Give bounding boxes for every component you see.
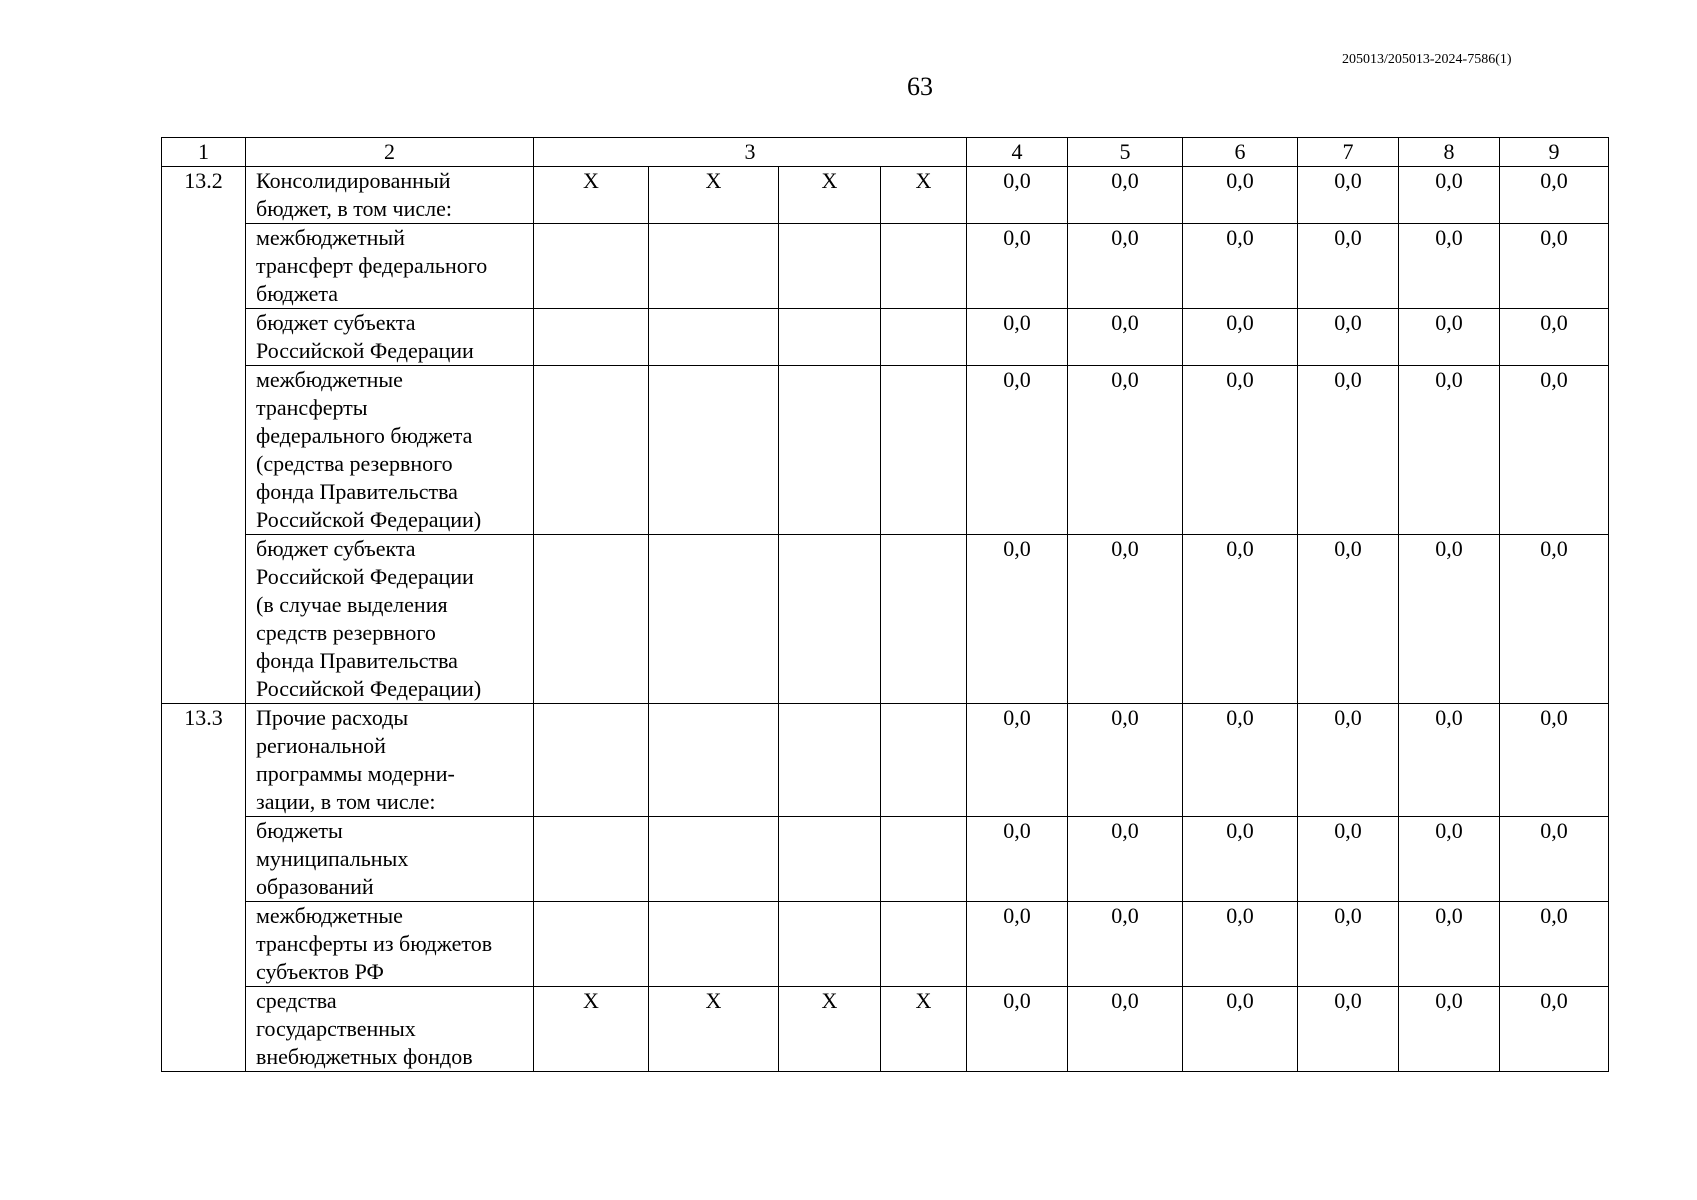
row-label-cell (246, 366, 534, 535)
row-label-line: (средства резервного (256, 451, 453, 476)
mark-cell (779, 902, 881, 987)
value-cell: 0,0 (1183, 224, 1298, 309)
value-cell: 0,0 (1399, 902, 1500, 987)
value-cell: 0,0 (1183, 817, 1298, 902)
value-cell: 0,0 (1298, 902, 1399, 987)
value-cell: 0,0 (1298, 704, 1399, 817)
value-cell: 0,0 (1068, 366, 1183, 535)
value-cell: 0,0 (1500, 167, 1609, 224)
mark-cell: Х (534, 987, 649, 1072)
row-label-line: средств резервного (256, 620, 436, 645)
header-cell: 1 (162, 138, 246, 167)
table-row (162, 366, 1609, 535)
table-row (162, 987, 1609, 1072)
value-cell: 0,0 (1399, 224, 1500, 309)
mark-cell (779, 309, 881, 366)
mark-cell (649, 366, 779, 535)
mark-cell (779, 817, 881, 902)
value-cell: 0,0 (1183, 167, 1298, 224)
value-cell: 0,0 (1183, 309, 1298, 366)
table-row (162, 309, 1609, 366)
row-label-line: фонда Правительства (256, 479, 458, 504)
row-label-line: бюджет субъекта (256, 536, 416, 561)
mark-cell (881, 817, 967, 902)
value-cell: 0,0 (1068, 817, 1183, 902)
row-label-cell (246, 704, 534, 817)
mark-cell: Х (649, 167, 779, 224)
row-label-cell (246, 902, 534, 987)
value-cell: 0,0 (1399, 704, 1500, 817)
mark-cell (534, 309, 649, 366)
value-cell: 0,0 (967, 309, 1068, 366)
row-label-cell (246, 224, 534, 309)
row-label-line: межбюджетные (256, 367, 403, 392)
row-label-line: трансферты из бюджетов (256, 931, 493, 956)
value-cell: 0,0 (1298, 535, 1399, 704)
mark-cell (649, 704, 779, 817)
row-label-line: бюджета (256, 281, 339, 306)
value-cell: 0,0 (1399, 535, 1500, 704)
value-cell: 0,0 (1500, 366, 1609, 535)
row-label-line: межбюджетный (256, 225, 405, 250)
row-label-line: (в случае выделения (256, 592, 448, 617)
value-cell: 0,0 (967, 224, 1068, 309)
mark-cell (779, 366, 881, 535)
mark-cell (881, 366, 967, 535)
row-label-cell (246, 817, 534, 902)
header-cell: 5 (1068, 138, 1183, 167)
value-cell: 0,0 (967, 987, 1068, 1072)
row-label-cell (246, 987, 534, 1072)
table-row (162, 902, 1609, 987)
mark-cell (779, 704, 881, 817)
mark-cell (649, 535, 779, 704)
mark-cell (881, 704, 967, 817)
value-cell: 0,0 (967, 535, 1068, 704)
value-cell: 0,0 (967, 366, 1068, 535)
value-cell: 0,0 (1298, 366, 1399, 535)
row-label-line: Российской Федерации) (256, 676, 482, 701)
value-cell: 0,0 (1068, 224, 1183, 309)
row-label-line: Консолидированный (256, 168, 451, 193)
value-cell: 0,0 (1298, 817, 1399, 902)
mark-cell: Х (779, 987, 881, 1072)
value-cell: 0,0 (1500, 817, 1609, 902)
row-label-line: внебюджетных фондов (256, 1044, 473, 1069)
mark-cell (534, 224, 649, 309)
row-label-line: субъектов РФ (256, 959, 384, 984)
table-row (162, 535, 1609, 704)
row-label-line: трансферты (256, 395, 368, 420)
mark-cell (534, 535, 649, 704)
mark-cell (649, 224, 779, 309)
table-header-row (162, 138, 1609, 167)
header-cell: 3 (534, 138, 967, 167)
row-label-line: федерального бюджета (256, 423, 473, 448)
row-label-cell (246, 167, 534, 224)
table-row (162, 704, 1609, 817)
row-label-cell (246, 309, 534, 366)
value-cell: 0,0 (1500, 224, 1609, 309)
row-label-line: трансферт федерального (256, 253, 488, 278)
header-cell: 6 (1183, 138, 1298, 167)
value-cell: 0,0 (1183, 987, 1298, 1072)
page-number: 63 (907, 72, 933, 101)
value-cell: 0,0 (1399, 167, 1500, 224)
row-label-cell (246, 535, 534, 704)
value-cell: 0,0 (1500, 309, 1609, 366)
row-label-line: средства (256, 988, 337, 1013)
mark-cell (881, 902, 967, 987)
value-cell: 0,0 (1399, 817, 1500, 902)
table-row (162, 817, 1609, 902)
value-cell: 0,0 (967, 902, 1068, 987)
value-cell: 0,0 (1500, 987, 1609, 1072)
mark-cell (881, 224, 967, 309)
table-row (162, 167, 1609, 224)
row-label-line: бюджет субъекта (256, 310, 416, 335)
header-cell: 4 (967, 138, 1068, 167)
budget-table (161, 137, 1609, 1072)
header-cell: 7 (1298, 138, 1399, 167)
table-row (162, 224, 1609, 309)
value-cell: 0,0 (1500, 902, 1609, 987)
row-label-line: Российской Федерации (256, 338, 474, 363)
mark-cell (881, 535, 967, 704)
value-cell: 0,0 (1500, 535, 1609, 704)
value-cell: 0,0 (1183, 902, 1298, 987)
value-cell: 0,0 (1298, 309, 1399, 366)
value-cell: 0,0 (1298, 987, 1399, 1072)
mark-cell (534, 902, 649, 987)
value-cell: 0,0 (1298, 167, 1399, 224)
mark-cell: Х (881, 167, 967, 224)
mark-cell (779, 224, 881, 309)
row-label-line: Российской Федерации) (256, 507, 482, 532)
value-cell: 0,0 (967, 817, 1068, 902)
mark-cell: Х (649, 987, 779, 1072)
value-cell: 0,0 (967, 167, 1068, 224)
row-label-line: региональной (256, 733, 386, 758)
value-cell: 0,0 (1068, 902, 1183, 987)
header-cell: 2 (246, 138, 534, 167)
row-label-line: фонда Правительства (256, 648, 458, 673)
mark-cell (649, 817, 779, 902)
row-label-line: программы модерни- (256, 761, 455, 786)
value-cell: 0,0 (1068, 167, 1183, 224)
mark-cell: Х (881, 987, 967, 1072)
mark-cell (534, 366, 649, 535)
value-cell: 0,0 (1298, 224, 1399, 309)
value-cell: 0,0 (1068, 987, 1183, 1072)
value-cell: 0,0 (1068, 535, 1183, 704)
row-label-line: образований (256, 874, 374, 899)
row-label-line: Российской Федерации (256, 564, 474, 589)
row-code-cell: 13.3 (162, 704, 246, 1072)
row-label-line: бюджет, в том числе: (256, 196, 453, 221)
value-cell: 0,0 (967, 704, 1068, 817)
mark-cell: Х (779, 167, 881, 224)
mark-cell (779, 535, 881, 704)
row-label-line: государственных (256, 1016, 416, 1041)
document-id: 205013/205013-2024-7586(1) (1342, 52, 1512, 67)
row-label-line: муниципальных (256, 846, 409, 871)
row-label-line: межбюджетные (256, 903, 403, 928)
header-cell: 9 (1500, 138, 1609, 167)
value-cell: 0,0 (1500, 704, 1609, 817)
header-cell: 8 (1399, 138, 1500, 167)
value-cell: 0,0 (1183, 535, 1298, 704)
row-label-line: Прочие расходы (256, 705, 409, 730)
value-cell: 0,0 (1399, 366, 1500, 535)
value-cell: 0,0 (1068, 309, 1183, 366)
mark-cell (534, 704, 649, 817)
value-cell: 0,0 (1068, 704, 1183, 817)
row-label-line: зации, в том числе: (256, 789, 436, 814)
mark-cell (534, 817, 649, 902)
mark-cell: Х (534, 167, 649, 224)
value-cell: 0,0 (1183, 704, 1298, 817)
value-cell: 0,0 (1399, 309, 1500, 366)
mark-cell (649, 309, 779, 366)
mark-cell (649, 902, 779, 987)
row-label-line: бюджеты (256, 818, 343, 843)
row-code-cell: 13.2 (162, 167, 246, 704)
mark-cell (881, 309, 967, 366)
value-cell: 0,0 (1399, 987, 1500, 1072)
value-cell: 0,0 (1183, 366, 1298, 535)
